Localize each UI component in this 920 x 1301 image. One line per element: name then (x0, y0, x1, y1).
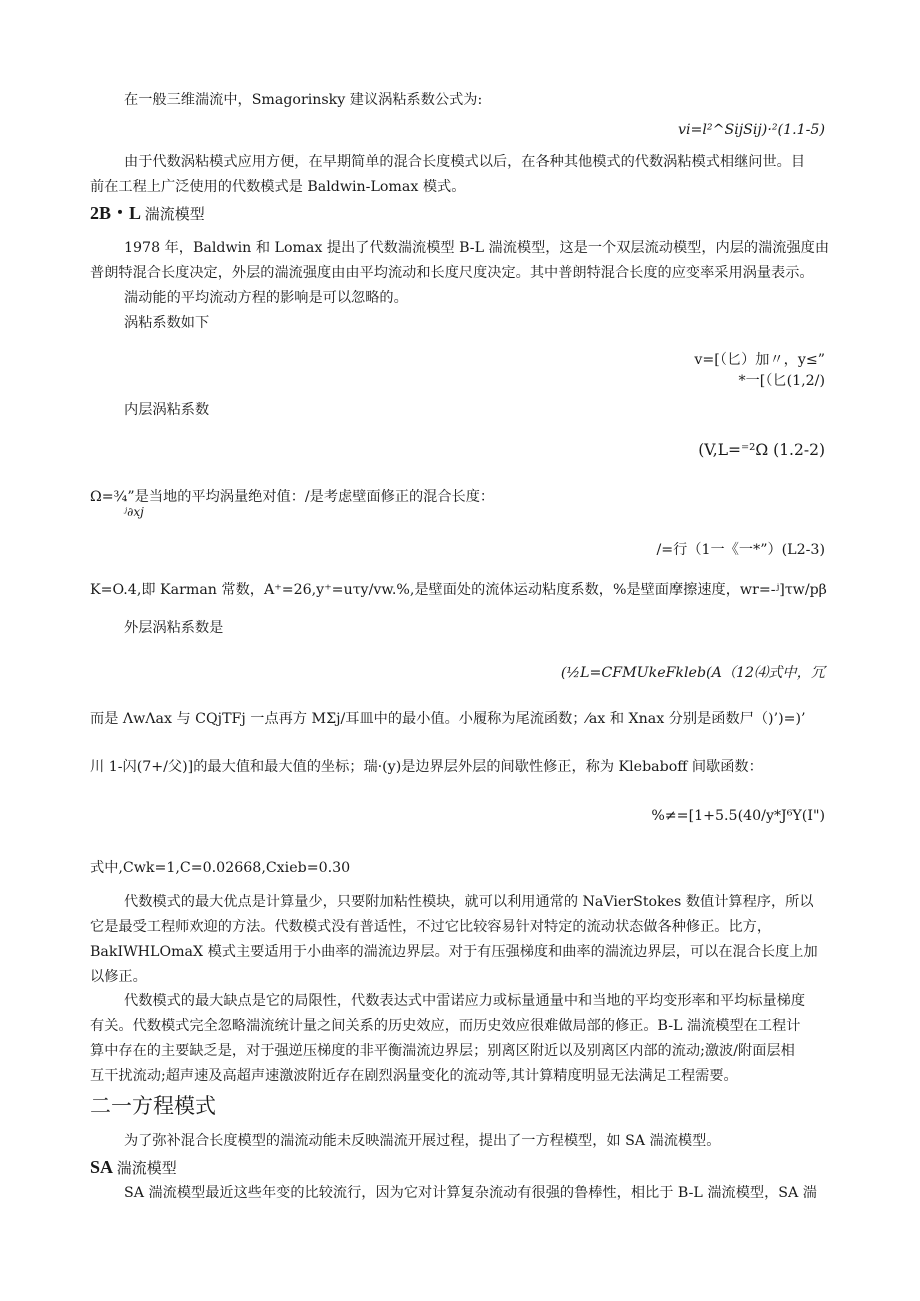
paragraph-line: 有关。代数模式完全忽略湍流统计量之间关系的历史效应，而历史效应很难做局部的修正。B-L 湍流模型在工程计 (90, 1018, 801, 1034)
paragraph-line: 外层涡粘系数是 (124, 620, 224, 636)
paragraph-line: Ω=¾”是当地的平均涡量绝对值：/是考虑壁面修正的混合长度： (90, 489, 495, 505)
paragraph-line: 它是最受工程师欢迎的方法。代数模式没有普适性，不过它比较容易针对特定的流动状态做各种修正。比方， (90, 919, 772, 935)
paragraph-line: 式中,Cwk=1,C=0.02668,Cxieb=0.30 (90, 860, 351, 876)
section-heading-bl-label: 2B・L (90, 203, 142, 223)
paragraph-line: 而是 ΛwΛax 与 CQjTFj 一点再方 MΣj/耳皿中的最小值。小履称为尾流函数；⁄ax 和 Xnax 分别是函数尸（)’)=)’ (90, 711, 806, 727)
equation-1-1-5: vi=l²^SijSij)·²(1.1-5) (677, 122, 825, 138)
paragraph-line: 在一般三维湍流中，Smagorinsky 建议涡粘系数公式为: (124, 92, 483, 108)
section-heading-sa-text: 湍流模型 (113, 1161, 177, 1177)
equation-eddy-viscosity-b: *一[（匕(1,2/) (738, 373, 825, 389)
paragraph-line: 为了弥补混合长度模型的湍流动能未反映湍流开展过程，提出了一方程模型，如 SA 湍流模型。 (124, 1133, 721, 1149)
equation-1-2-2: (V,L=⁼²Ω (1.2-2) (698, 441, 825, 459)
equation-outer-layer: (½L=CFMUkeFkleb(A（12⑷式中，冗 (560, 665, 825, 681)
equation-l2-3: /=行（1一《一*”）(L2-3) (656, 542, 825, 558)
paragraph-line: SA 湍流模型最近这些年变的比较流行，因为它对计算复杂流动有很强的鲁棒性，相比于 B-L 湍流模型，SA 湍 (124, 1185, 817, 1201)
paragraph-line: 川 1-闪(7+/父)]的最大值和最大值的坐标；瑞·(y)是边界层外层的间歇性修正，称为 Klebaboff 间歇函数： (90, 759, 763, 775)
paragraph-line: 由于代数涡粘模式应用方便，在早期简单的混合长度模式以后，在各种其他模式的代数涡粘模式相继问世。目 (124, 154, 806, 170)
paragraph-line: 涡粘系数如下 (124, 315, 210, 331)
equation-klebanoff: %≠=[1+5.5(40/y*J⁶Y(I") (651, 808, 825, 824)
section-heading-bl-text: 湍流模型 (141, 207, 205, 223)
section-heading-bl (90, 203, 205, 225)
paragraph-line: 代数模式的最大缺点是它的局限性，代数表达式中雷诺应力或标量通量中和当地的平均变形率和平均标量梯度 (124, 993, 806, 1009)
paragraph-line: 1978 年，Baldwin 和 Lomax 提出了代数湍流模型 B-L 湍流模型，这是一个双层流动模型，内层的湍流强度由 (124, 240, 830, 256)
paragraph-line: 互干扰流动;超声速及高超声速激波附近存在剧烈涡量变化的流动等,其计算精度明显无法满足工程需要。 (90, 1068, 738, 1084)
paragraph-line: 普朗特混合长度决定，外层的湍流强度由由平均流动和长度尺度决定。其中普朗特混合长度的应变率采用涡量表示。 (90, 265, 814, 281)
section-heading-sa-label: SA (90, 1157, 114, 1177)
section-heading-sa (90, 1157, 177, 1179)
section-heading-one-equation: 二一方程模式 (90, 1094, 216, 1118)
paragraph-line: 以修正。 (90, 969, 147, 985)
paragraph-line: BakIWHLOmaX 模式主要适用于小曲率的湍流边界层。对于有压强梯度和曲率的湍流边界层，可以在混合长度上加 (90, 944, 818, 960)
paragraph-line: 代数模式的最大优点是计算量少，只要附加粘性模块，就可以利用通常的 NaVierStokes 数值计算程序，所以 (124, 894, 814, 910)
paragraph-line: 前在工程上广泛使用的代数模式是 Baldwin-Lomax 模式。 (90, 179, 466, 195)
paragraph-line: K=O.4,即 Karman 常数，A⁺=26,y⁺=uτy/vw.%,是壁面处的流体运动粘度系数，%是壁面摩擦速度，wr=-ʲ]τw/pβ (90, 582, 827, 598)
paragraph-line: 算中存在的主要缺乏是，对于强逆压梯度的非平衡湍流边界层；别离区附近以及别离区内部的流动;激波/附面层相 (90, 1043, 795, 1059)
equation-eddy-viscosity-a: v=[（匕）加〃，y≤” (694, 352, 825, 368)
equation-fragment: ʲ∂xj (124, 505, 144, 519)
paragraph-line: 湍动能的平均流动方程的影响是可以忽略的。 (124, 290, 408, 306)
paragraph-line: 内层涡粘系数 (124, 402, 210, 418)
